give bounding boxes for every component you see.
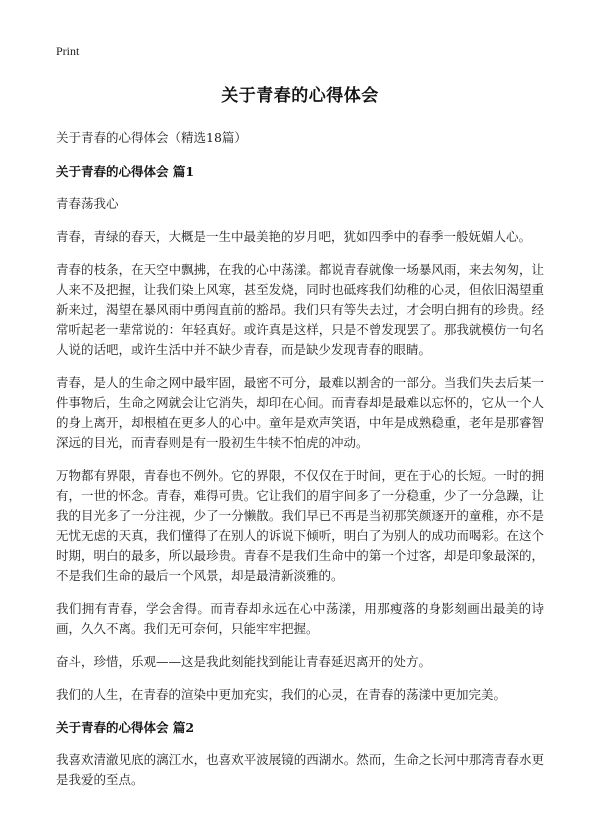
paragraph: 我们拥有青春，学会舍得。而青春却永远在心中荡漾，用那瘦落的身影刻画出最美的诗画，久久不离。我们无可奈何，只能牢牢把握。 — [56, 601, 544, 636]
print-link[interactable]: Print — [56, 44, 80, 58]
paragraph: 我喜欢清澈见底的漓江水，也喜欢平波展镜的西湖水。然而，生命之长河中那湾青春水更是我爱的至点。 — [56, 752, 544, 787]
paragraph: 奋斗，珍惜，乐观——这是我此刻能找到能让青春延迟离开的处方。 — [56, 654, 432, 669]
document-subtitle: 关于青春的心得体会（精选18篇） — [56, 130, 247, 145]
section-heading-1: 关于青春的心得体会 篇1 — [56, 164, 195, 179]
paragraph: 我们的人生，在青春的渲染中更加充实，我们的心灵，在青春的荡漾中更加完美。 — [56, 687, 507, 702]
paragraph: 青春，是人的生命之网中最牢固，最密不可分，最难以割舍的一部分。当我们失去后某一件事物后，生命之网就会让它消失，却印在心间。而青春却是最难以忘怀的，它从一个人的身上离开，却根植在更多人的心中。童年是欢声笑语，中年是成熟稳重，老年是那睿智深远的目光，而青春则是有一股初生牛犊不怕虎的冲动。 — [56, 375, 544, 450]
page-title: 关于青春的心得体会 — [221, 86, 379, 106]
paragraph: 青春，青绿的春天，大概是一生中最美艳的岁月吧，犹如四季中的春季一般妩媚人心。 — [56, 229, 532, 244]
paragraph: 青春荡我心 — [56, 196, 119, 211]
section-heading-2: 关于青春的心得体会 篇2 — [56, 720, 195, 735]
paragraph: 万物都有界限，青春也不例外。它的界限，不仅仅在于时间，更在于心的长短。一时的拥有，一世的怀念。青春，难得可贵。它让我们的眉宇间多了一分稳重，少了一分急躁，让我的目光多了一分注视，少了一分懒散。我们早已不再是当初那笑颜逐开的童稚，亦不是无忧无虑的天真，我们懂得了在别人的诉说下倾听，明白了为别人的成功而喝彩。在这个时期，明白的最多，所以最珍贵。青春不是我们生命中的第一个过客，却是印象最深的，不是我们生命的最后一个风景，却是最清新淡雅的。 — [56, 468, 544, 583]
paragraph: 青春的枝条，在天空中飘拂，在我的心中荡漾。都说青春就像一场暴风雨，来去匆匆，让人来不及把握，让我们染上风寒，甚至发烧，同时也砥疼我们幼稚的心灵，但依旧渴望重新来过，渴望在暴风雨中勇闯直前的豁昂。我们只有等失去过，才会明白拥有的珍贵。经常听起老一辈常说的：年轻真好。或许真是这样，只是不曾发现罢了。那我就模仿一句名人说的话吧，或许生活中并不缺少青春，而是缺少发现青春的眼睛。 — [56, 262, 544, 357]
